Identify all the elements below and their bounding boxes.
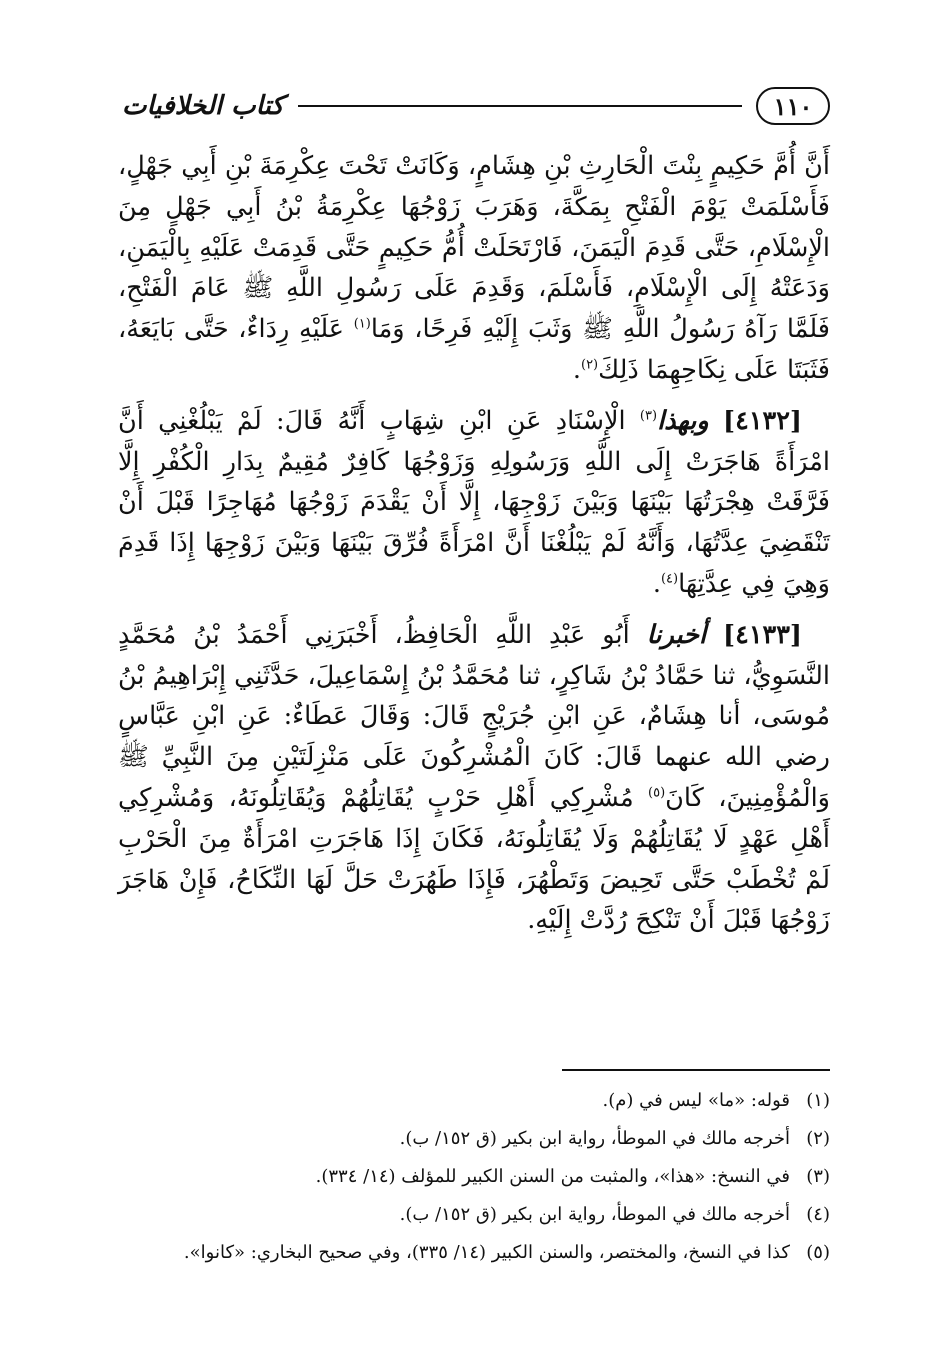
hadith-keyword: وبهذا [657,405,709,436]
hadith-keyword: أخبرنا [646,619,707,650]
footnote [118,1242,830,1264]
hadith-4133 [118,615,830,941]
footnotes [118,1090,830,1280]
footnote-number: (١) [806,1090,830,1111]
footnote-ref[interactable]: (٥) [648,785,666,801]
footnote-text: أخرجه مالك في الموطأ، رواية ابن بكير (ق ١٥٢/ ب). [399,1204,790,1225]
page-number: ١١٠ [756,87,830,125]
paragraph-text: مُشْرِكِي أَهْلِ حَرْبٍ يُقَاتِلُهُمْ وَيُقَاتِلُونَهُ، وَمُشْرِكِي أَهْلِ عَهْدٍ لَا يُقَاتِلُهُمْ وَلَا يُقَاتِلُونَهُ، فَكَانَ إِذَا هَاجَرَتِ امْرَأَةٌ مِنَ الْحَرْبِ لَمْ تُخْطَبْ حَتَّى تَحِيضَ وَتَطْهُرَ، فَإِذَا طَهُرَتْ حَلَّ لَهَا النِّكَاحُ، فَإِنْ هَاجَرَ زَوْجُهَا قَبْلَ أَنْ تَنْكِحَ رُدَّتْ إِلَيْهِ. [118,782,830,936]
hadith-number: [٤١٣٢] [723,405,802,436]
header-rule [298,105,742,107]
paragraph-text: عَلَيْهِ رِدَاءٌ، حَتَّى بَايَعَهُ، فَثَبَتَا عَلَى نِكَاحِهِمَا ذَلِكَ [118,314,830,385]
paragraph-end: . [652,568,661,599]
footnote-separator [562,1069,830,1071]
paragraph-end: . [572,354,581,385]
main-text [118,146,830,951]
paragraph-text: أَبُو عَبْدِ اللَّهِ الْحَافِظُ، أَخْبَرَنِي أَحْمَدُ بْنُ مُحَمَّدٍ النَّسَوِيُّ، ثنا حَمَّادُ بْنُ شَاكِرٍ، ثنا مُحَمَّدُ بْنُ إِسْمَاعِيلَ، حَدَّثَنِي إِبْرَاهِيمُ بْنُ مُوسَى، أنا هِشَامٌ، عَنِ ابْنِ جُرَيْجٍ قَالَ: وَقَالَ عَطَاءٌ: عَنِ ابْنِ عَبَّاسٍ رضي الله عنهما قَالَ: كَانَ الْمُشْرِكُونَ عَلَى مَنْزِلَتَيْنِ مِنَ النَّبِيِّ ﷺ وَالْمُؤْمِنِينَ، كَانَ [118,619,830,813]
footnote-ref[interactable]: (٣) [639,408,658,424]
footnote-number: (٢) [806,1128,830,1149]
hadith-number: [٤١٣٣] [723,619,802,650]
book-title: كتاب الخلافيات [122,91,284,121]
footnote-number: (٣) [806,1166,830,1187]
footnote [118,1090,830,1112]
footnote-number: (٤) [806,1204,830,1225]
paragraph-continuation [118,146,830,391]
footnote-text: كذا في النسخ، والمختصر، والسنن الكبير (١٤/ ٣٣٥)، وفي صحيح البخاري: «كانوا». [183,1242,790,1263]
page-header [122,84,830,128]
footnote [118,1128,830,1150]
footnote [118,1204,830,1226]
footnote-text: قوله: «ما» ليس في (م). [602,1090,790,1111]
footnote-text: في النسخ: «هذا»، والمثبت من السنن الكبير للمؤلف (١٤/ ٣٣٤). [315,1166,790,1187]
footnote-ref[interactable]: (٢) [580,357,599,373]
footnote-ref[interactable]: (١) [353,316,371,332]
footnote [118,1166,830,1188]
paragraph-text: الْإِسْنَادِ عَنِ ابْنِ شِهَابٍ أَنَّهُ قَالَ: لَمْ يَبْلُغْنِي أَنَّ امْرَأَةً هَاجَرَتْ إِلَى اللَّهِ وَرَسُولِهِ وَزَوْجُهَا كَافِرٌ مُقِيمٌ بِدَارِ الْكُفْرِ إِلَّا فَرَّقَتْ هِجْرَتُهَا بَيْنَهَا وَبَيْنَ زَوْجِهَا، إِلَّا أَنْ يَقْدَمَ زَوْجُهَا مُهَاجِرًا قَبْلَ أَنْ تَنْقَضِيَ عِدَّتُهَا، وَأَنَّهُ لَمْ يَبْلُغْنَا أَنَّ امْرَأَةً فُرِّقَ بَيْنَهَا وَبَيْنَ زَوْجِهَا إِذَا قَدِمَ وَهِيَ فِي عِدَّتِهَا [118,405,830,599]
footnote-text: أخرجه مالك في الموطأ، رواية ابن بكير (ق ١٥٢/ ب). [399,1128,790,1149]
hadith-4132 [118,401,830,605]
footnote-ref[interactable]: (٤) [660,571,679,587]
paragraph-text: أَنَّ أُمَّ حَكِيمٍ بِنْتَ الْحَارِثِ بْنِ هِشَامٍ، وَكَانَتْ تَحْتَ عِكْرِمَةَ بْنِ أَبِي جَهْلٍ، فَأَسْلَمَتْ يَوْمَ الْفَتْحِ بِمَكَّةَ، وَهَرَبَ زَوْجُهَا عِكْرِمَةُ بْنُ أَبِي جَهْلٍ مِنَ الْإِسْلَامِ، حَتَّى قَدِمَ الْيَمَنَ، فَارْتَحَلَتْ أُمُّ حَكِيمٍ حَتَّى قَدِمَتْ عَلَيْهِ بِالْيَمَنِ، وَدَعَتْهُ إِلَى الْإِسْلَامِ، فَأَسْلَمَ، وَقَدِمَ عَلَى رَسُولِ اللَّهِ ﷺ عَامَ الْفَتْحِ، فَلَمَّا رَآهُ رَسُولُ اللَّهِ ﷺ وَثَبَ إِلَيْهِ فَرِحًا، وَمَا [118,151,830,345]
footnote-number: (٥) [806,1242,830,1263]
